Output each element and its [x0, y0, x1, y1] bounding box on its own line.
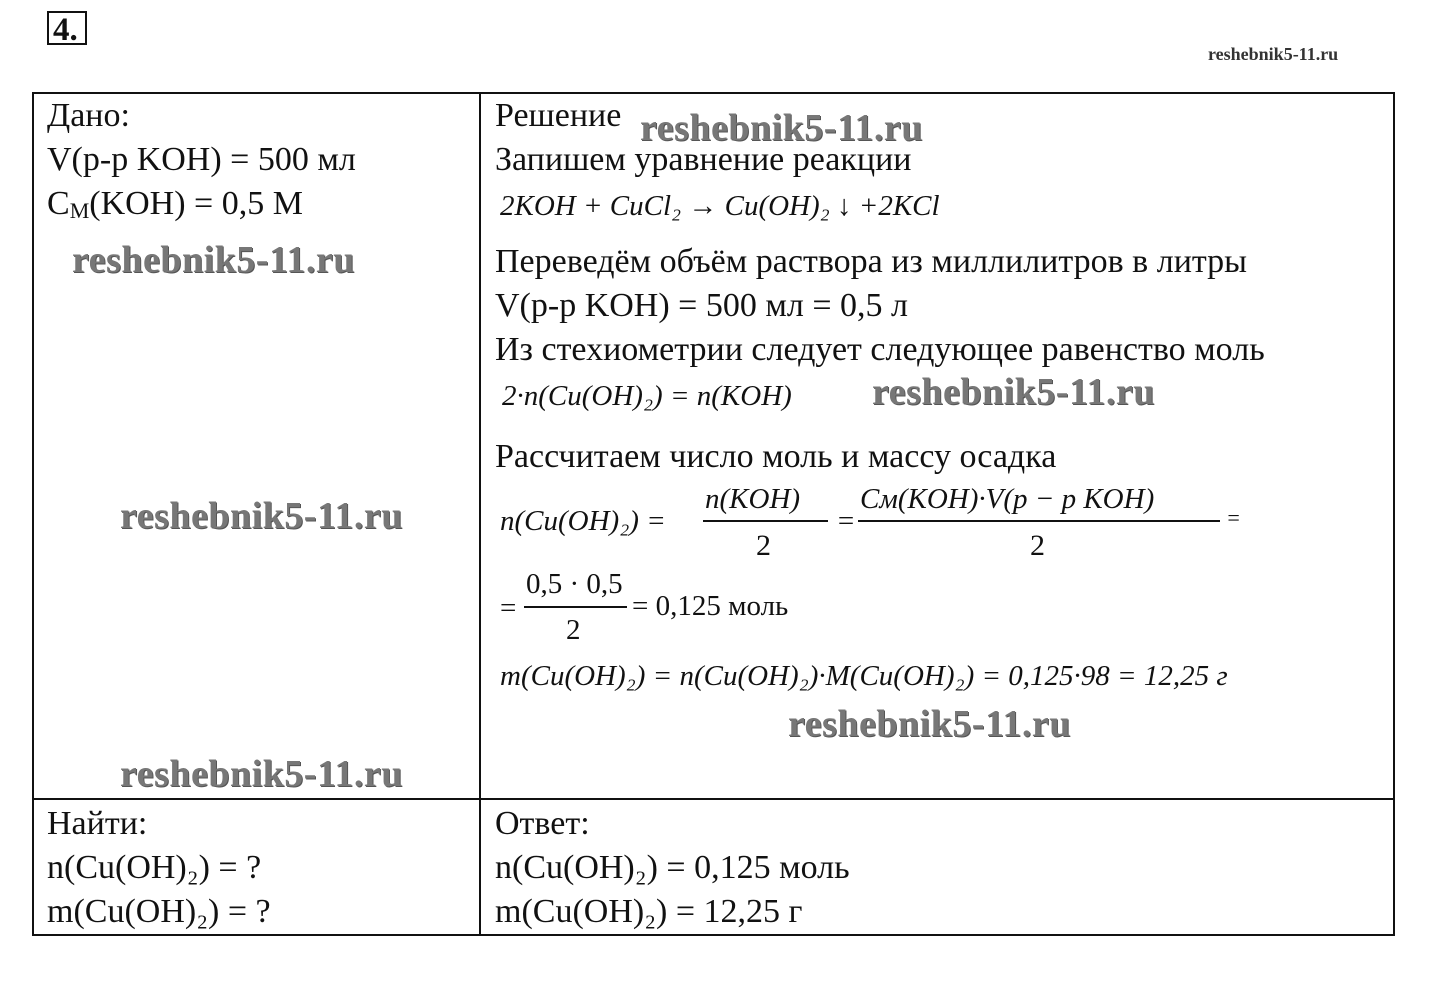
- volume-conversion: V(р-р KOH) = 500 мл = 0,5 л: [495, 287, 908, 324]
- step-stoichiometry-text: Из стехиометрии следует следующее равенство моль: [495, 331, 1265, 368]
- given-concentration: $C_М(KOH) = 0,5$ М: [47, 185, 303, 223]
- mass-formula: m(Cu(OH)₂) = n(Cu(OH)₂)·M(Cu(OH)₂) = 0,125·98 = 12,25 г: [500, 660, 1228, 692]
- watermark: reshebnik5-11.ru: [120, 753, 403, 795]
- n-eq-sign: =: [836, 505, 856, 537]
- mole-equality: 2·n(Cu(OH)₂) = n(KOH): [502, 380, 792, 412]
- table-row-divider: [32, 798, 1395, 800]
- n-frac1-numerator: n(KOH): [705, 483, 801, 515]
- reaction-equation: 2KOH + CuCl₂ → Cu(OH)₂ ↓ +2KCl: [500, 190, 940, 222]
- answer-amount: n(Cu(OH)₂) = 0,125 моль: [495, 849, 850, 886]
- find-mass: m(Cu(OH)₂) = ?: [47, 893, 271, 930]
- site-label: reshebnik5-11.ru: [1208, 44, 1339, 64]
- given-heading: Дано:: [47, 97, 130, 134]
- n-tail-eq: =: [1226, 505, 1241, 530]
- answer-heading: Ответ:: [495, 805, 590, 842]
- step-convert-text: Переведём объём раствора из миллилитров в литры: [495, 243, 1248, 280]
- n-frac1-bar: [703, 520, 828, 522]
- calc-bar: [524, 606, 627, 608]
- step-reaction-text: Запишем уравнение реакции: [495, 141, 912, 178]
- n-frac2-denominator: 2: [1030, 529, 1045, 562]
- find-amount: n(Cu(OH)₂) = ?: [47, 849, 262, 886]
- calc-result: = 0,125 моль: [632, 590, 789, 622]
- problem-number: 4.: [47, 11, 87, 45]
- answer-mass: m(Cu(OH)₂) = 12,25 г: [495, 893, 803, 930]
- n-frac1-denominator: 2: [756, 529, 771, 562]
- calc-denominator: 2: [566, 614, 581, 646]
- n-formula-lhs: n(Cu(OH)₂) =: [500, 505, 666, 537]
- watermark: reshebnik5-11.ru: [788, 703, 1071, 745]
- calc-lead-eq: =: [500, 592, 517, 624]
- n-frac2-bar: [858, 520, 1220, 522]
- watermark: reshebnik5-11.ru: [120, 495, 403, 537]
- watermark: reshebnik5-11.ru: [872, 371, 1155, 413]
- find-heading: Найти:: [47, 805, 148, 842]
- step-calculate-text: Рассчитаем число моль и массу осадка: [495, 438, 1057, 475]
- solution-heading: Решение: [495, 97, 622, 134]
- n-frac2-numerator: Cм(KOH)·V(p − p KOH): [860, 483, 1155, 515]
- table-column-divider: [479, 92, 481, 936]
- given-volume: V(р-р KOH) = 500 мл: [47, 141, 356, 178]
- calc-numerator: 0,5 · 0,5: [526, 568, 623, 600]
- watermark: reshebnik5-11.ru: [640, 107, 923, 149]
- watermark: reshebnik5-11.ru: [72, 239, 355, 281]
